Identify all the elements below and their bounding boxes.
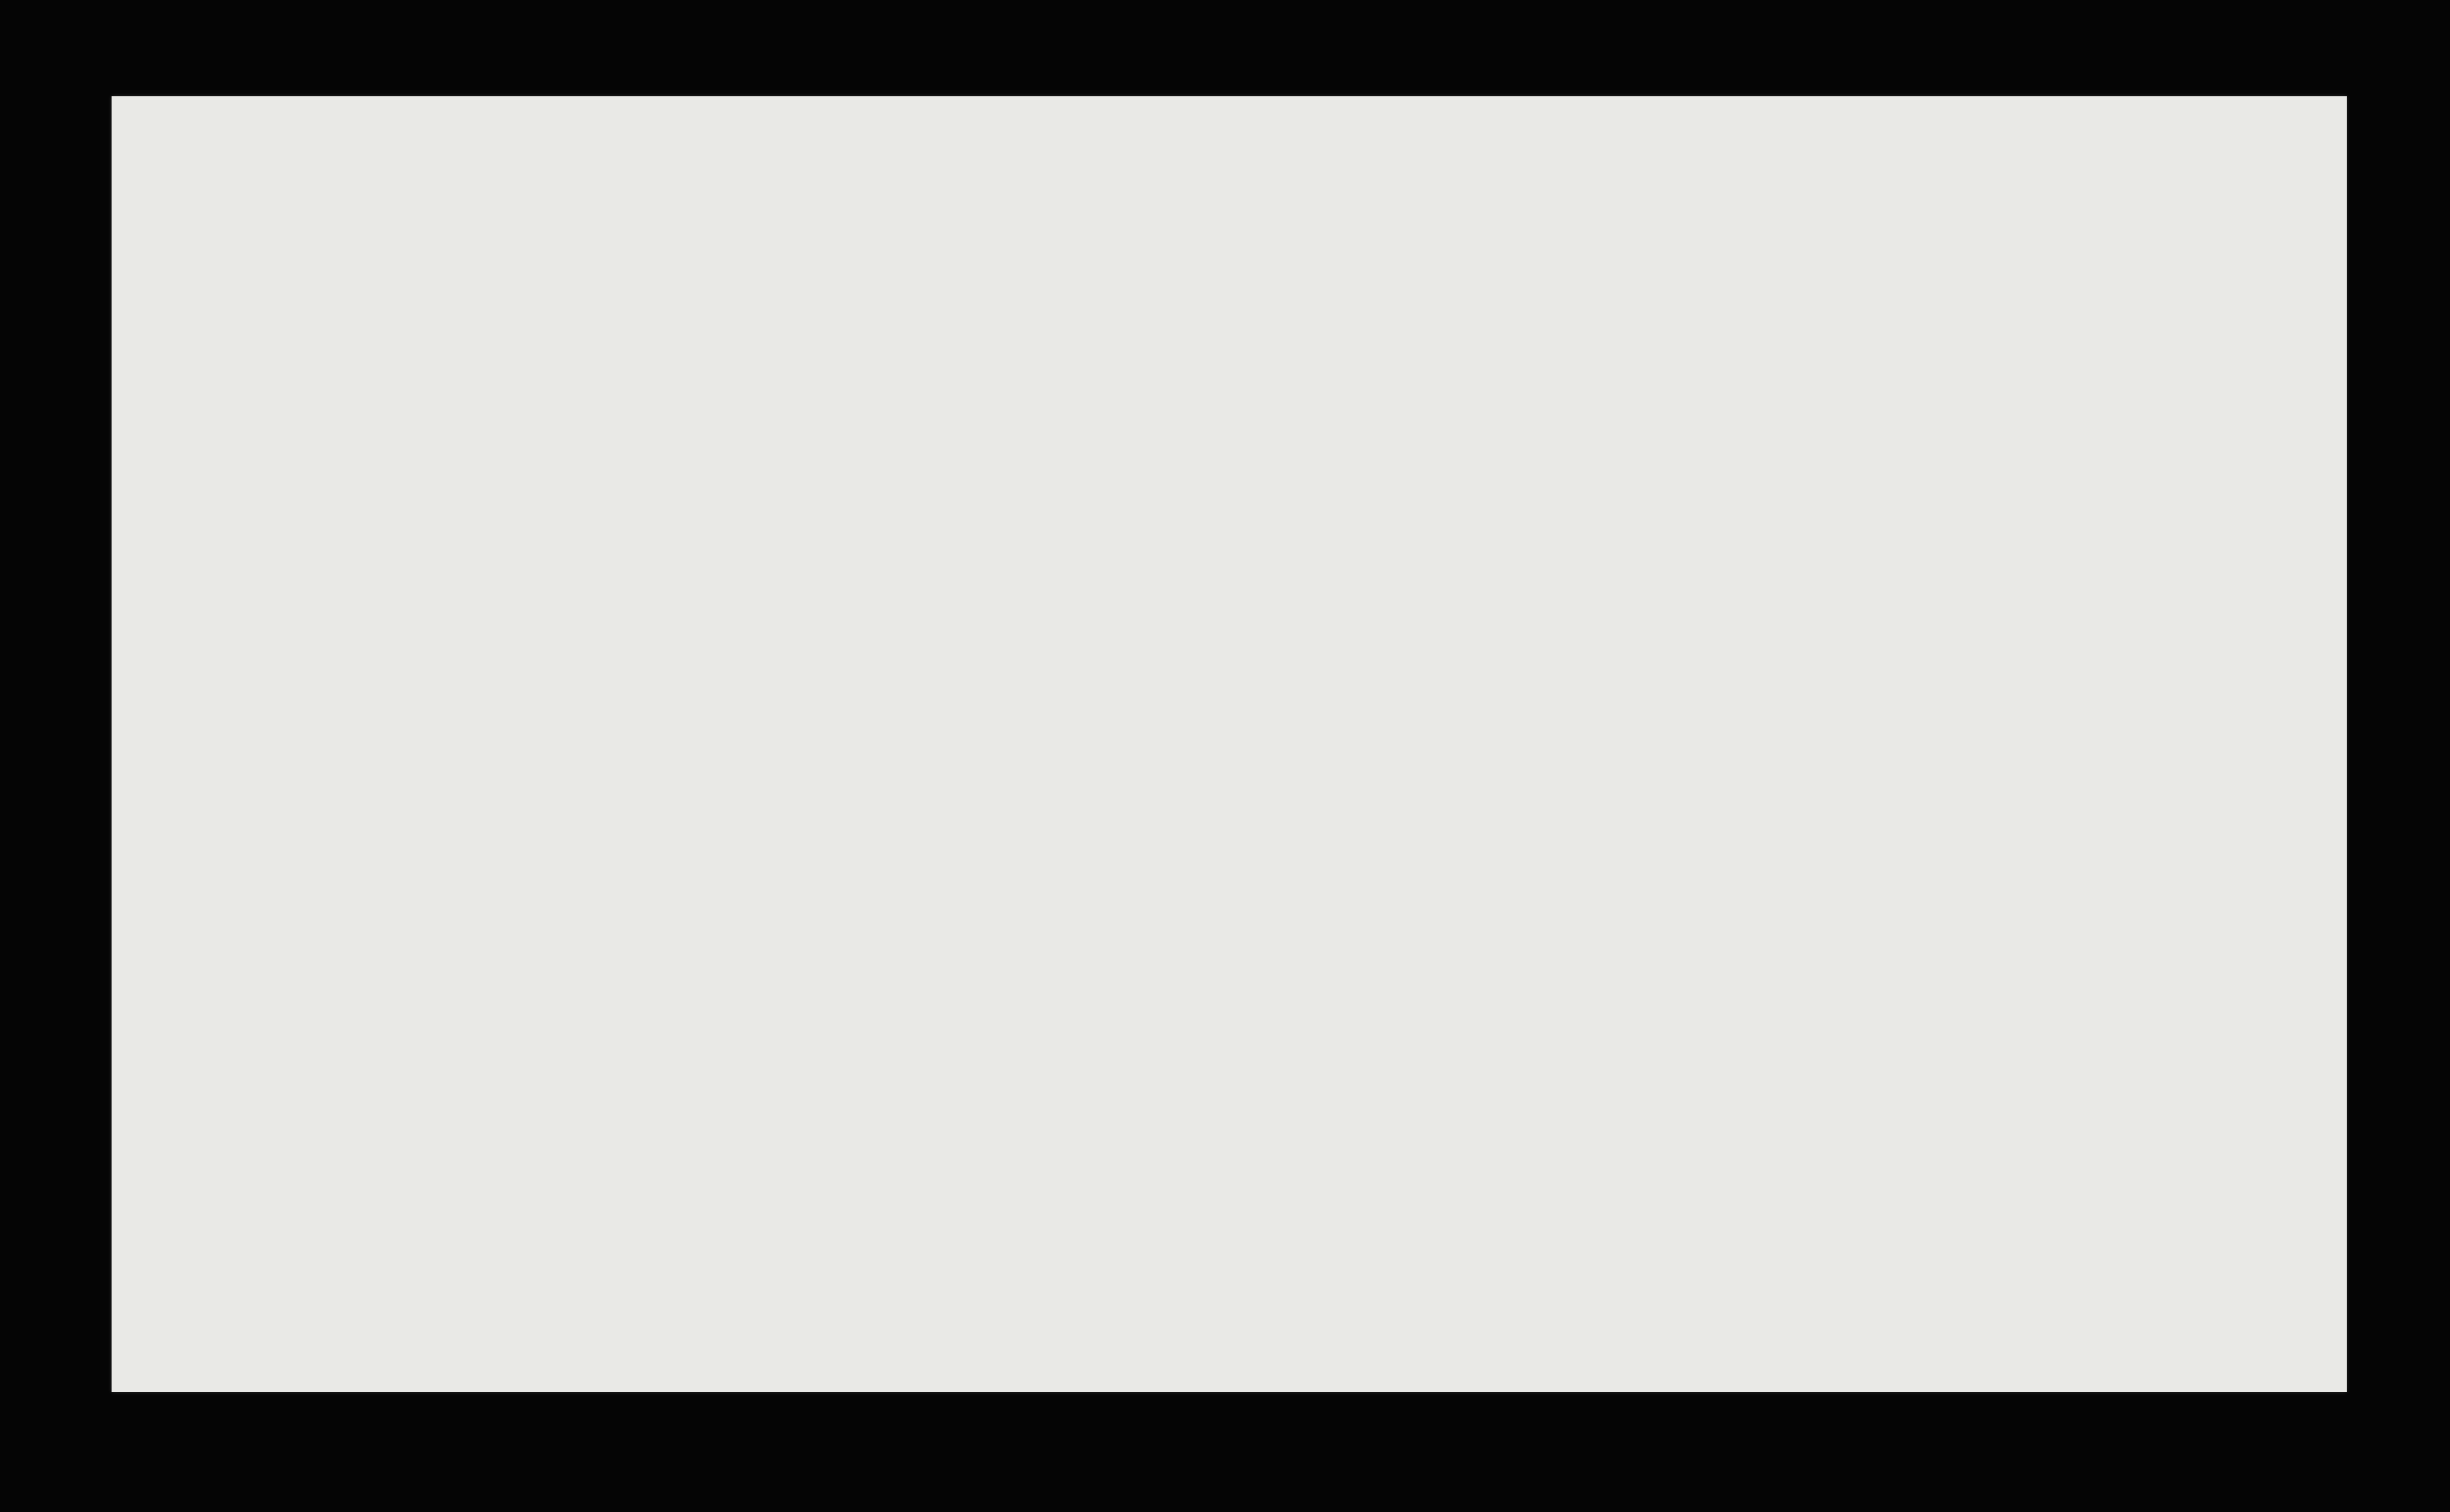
census-card [112, 96, 2347, 1392]
rent-table [112, 96, 2347, 1392]
